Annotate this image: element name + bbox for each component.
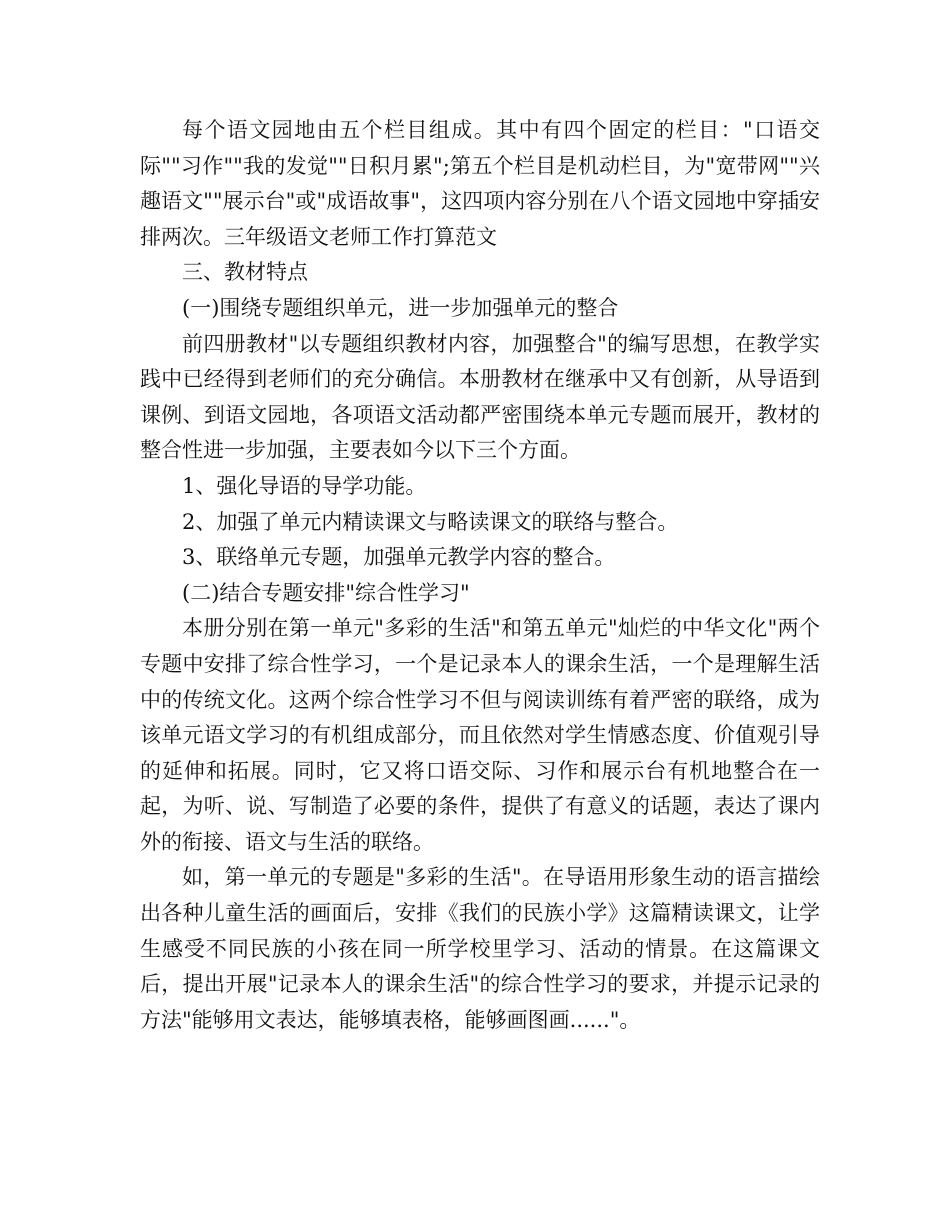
paragraph-editing-philosophy: 前四册教材"以专题组织教材内容，加强整合"的编写思想，在教学实践中已经得到老师们的充分确信。本册教材在继承中又有创新，从导语到课例、到语文园地，各项语文活动都严密围绕本单元专题而展开，教材的整合性进一步加强，主要表如今以下三个方面。 <box>140 331 820 463</box>
list-item-2: 2、加强了单元内精读课文与略读课文的联络与整合。 <box>182 509 679 534</box>
list-item-3: 3、联络单元专题，加强单元教学内容的整合。 <box>182 545 616 570</box>
subheading-topic-units: (一)围绕专题组织单元，进一步加强单元的整合 <box>182 295 619 320</box>
paragraph-garden-columns: 每个语文园地由五个栏目组成。其中有四个固定的栏目："口语交际""习作""我的发觉""日积月累";第五个栏目是机动栏目，为"宽带网""兴趣语文""展示台"或"成语故事"，这四项内容分别在八个语文园地中穿插安排两次。三年级语文老师工作打算范文 <box>140 118 820 249</box>
paragraph-example-unit-one: 如，第一单元的专题是"多彩的生活"。在导语用形象生动的语言描绘出各种儿童生活的画面后，安排《我们的民族小学》这篇精读课文，让学生感受不同民族的小孩在同一所学校里学习、活动的情景。在这篇课文后，提出开展"记录本人的课余生活"的综合性学习的要求，并提示记录的方法"能够用文表达，能够填表格，能够画图画......"。 <box>140 865 820 1032</box>
subheading-comprehensive-learning: (二)结合专题安排"综合性学习" <box>182 580 470 605</box>
paragraph-comprehensive-learning: 本册分别在第一单元"多彩的生活"和第五单元"灿烂的中华文化"两个专题中安排了综合性学习，一个是记录本人的课余生活，一个是理解生活中的传统文化。这两个综合性学习不但与阅读训练有着严密的联络，成为该单元语文学习的有机组成部分，而且依然对学生情感态度、价值观引导的延伸和拓展。同时，它又将口语交际、习作和展示台有机地整合在一起，为听、说、写制造了必要的条件，提供了有意义的话题，表达了课内外的衔接、语文与生活的联络。 <box>140 616 820 854</box>
document-body <box>140 113 820 1038</box>
section-heading-textbook-features: 三、教材特点 <box>182 260 308 285</box>
list-item-1: 1、强化导语的导学功能。 <box>182 473 427 498</box>
